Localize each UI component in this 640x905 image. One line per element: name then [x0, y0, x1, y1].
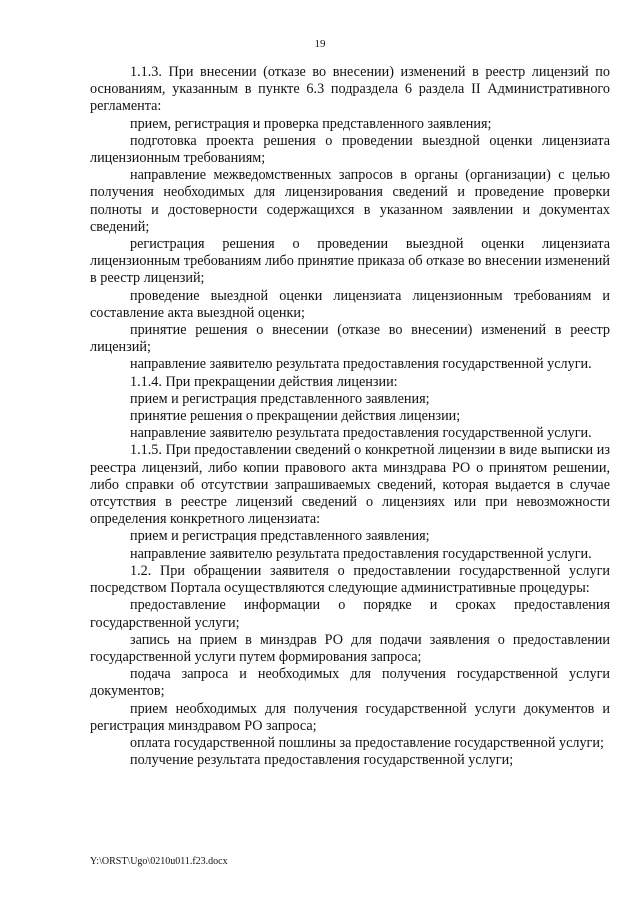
paragraph: направление межведомственных запросов в органы (организации) с целью получения необходимых для лицензирования сведений и проведение проверки полноты и достоверности содержащихся в указанном заявлении и документах сведений;	[90, 167, 610, 235]
paragraph: проведение выездной оценки лицензиата лицензионным требованиям и составление акта выездной оценки;	[90, 287, 610, 321]
paragraph: предоставление информации о порядке и сроках предоставления государственной услуги;	[90, 597, 610, 631]
paragraph: прием и регистрация представленного заявления;	[130, 390, 430, 407]
footer-file-path: Y:\ORST\Ugo\0210u011.f23.docx	[90, 856, 228, 867]
paragraph: подготовка проекта решения о проведении выездной оценки лицензиата лицензионным требованиям;	[90, 132, 610, 167]
paragraph: 1.2. При обращении заявителя о предоставлении государственной услуги посредством Портала осуществляются следующие административные процедуры:	[90, 562, 610, 597]
paragraph: принятие решения о внесении (отказе во внесении) изменений в реестр лицензий;	[90, 322, 610, 356]
paragraph: 1.1.4. При прекращении действия лицензии:	[130, 373, 398, 390]
paragraph: подача запроса и необходимых для получения государственной услуги документов;	[90, 666, 610, 700]
paragraph: принятие решения о прекращении действия лицензии;	[130, 408, 461, 425]
paragraph: направление заявителю результата предоставления государственной услуги.	[130, 356, 592, 373]
paragraph: регистрация решения о проведении выездной оценки лицензиата лицензионным требованиям либо принятие приказа об отказе во внесении изменений в реестр лицензий;	[90, 236, 610, 287]
paragraph: прием необходимых для получения государственной услуги документов и регистрация минздравом РО запроса;	[90, 700, 610, 734]
paragraph: получение результата предоставления государственной услуги;	[130, 752, 514, 769]
paragraph: оплата государственной пошлины за предоставление государственной услуги;	[130, 734, 604, 751]
page-number: 19	[314, 38, 326, 50]
paragraph: прием и регистрация представленного заявления;	[130, 528, 430, 545]
paragraph: направление заявителю результата предоставления государственной услуги.	[130, 545, 592, 562]
paragraph: 1.1.5. При предоставлении сведений о конкретной лицензии в виде выписки из реестра лицензий, либо копии правового акта минздрава РО о принятом решении, либо справки об отсутствии запрашиваемых сведений, которая выдается в случае отсутствия в реестре лицензий сведений о лицензиях или при невозможности определения конкретного лицензиата:	[90, 442, 610, 528]
paragraph: 1.1.3. При внесении (отказе во внесении) изменений в реестр лицензий по основаниям, указанным в пункте 6.3 подраздела 6 раздела II Административного регламента:	[90, 64, 610, 115]
paragraph: прием, регистрация и проверка представленного заявления;	[130, 115, 492, 132]
paragraph: запись на прием в минздрав РО для подачи заявления о предоставлении государственной услуги путем формирования запроса;	[90, 631, 610, 665]
document-body	[90, 64, 610, 769]
paragraph: направление заявителю результата предоставления государственной услуги.	[130, 425, 592, 442]
